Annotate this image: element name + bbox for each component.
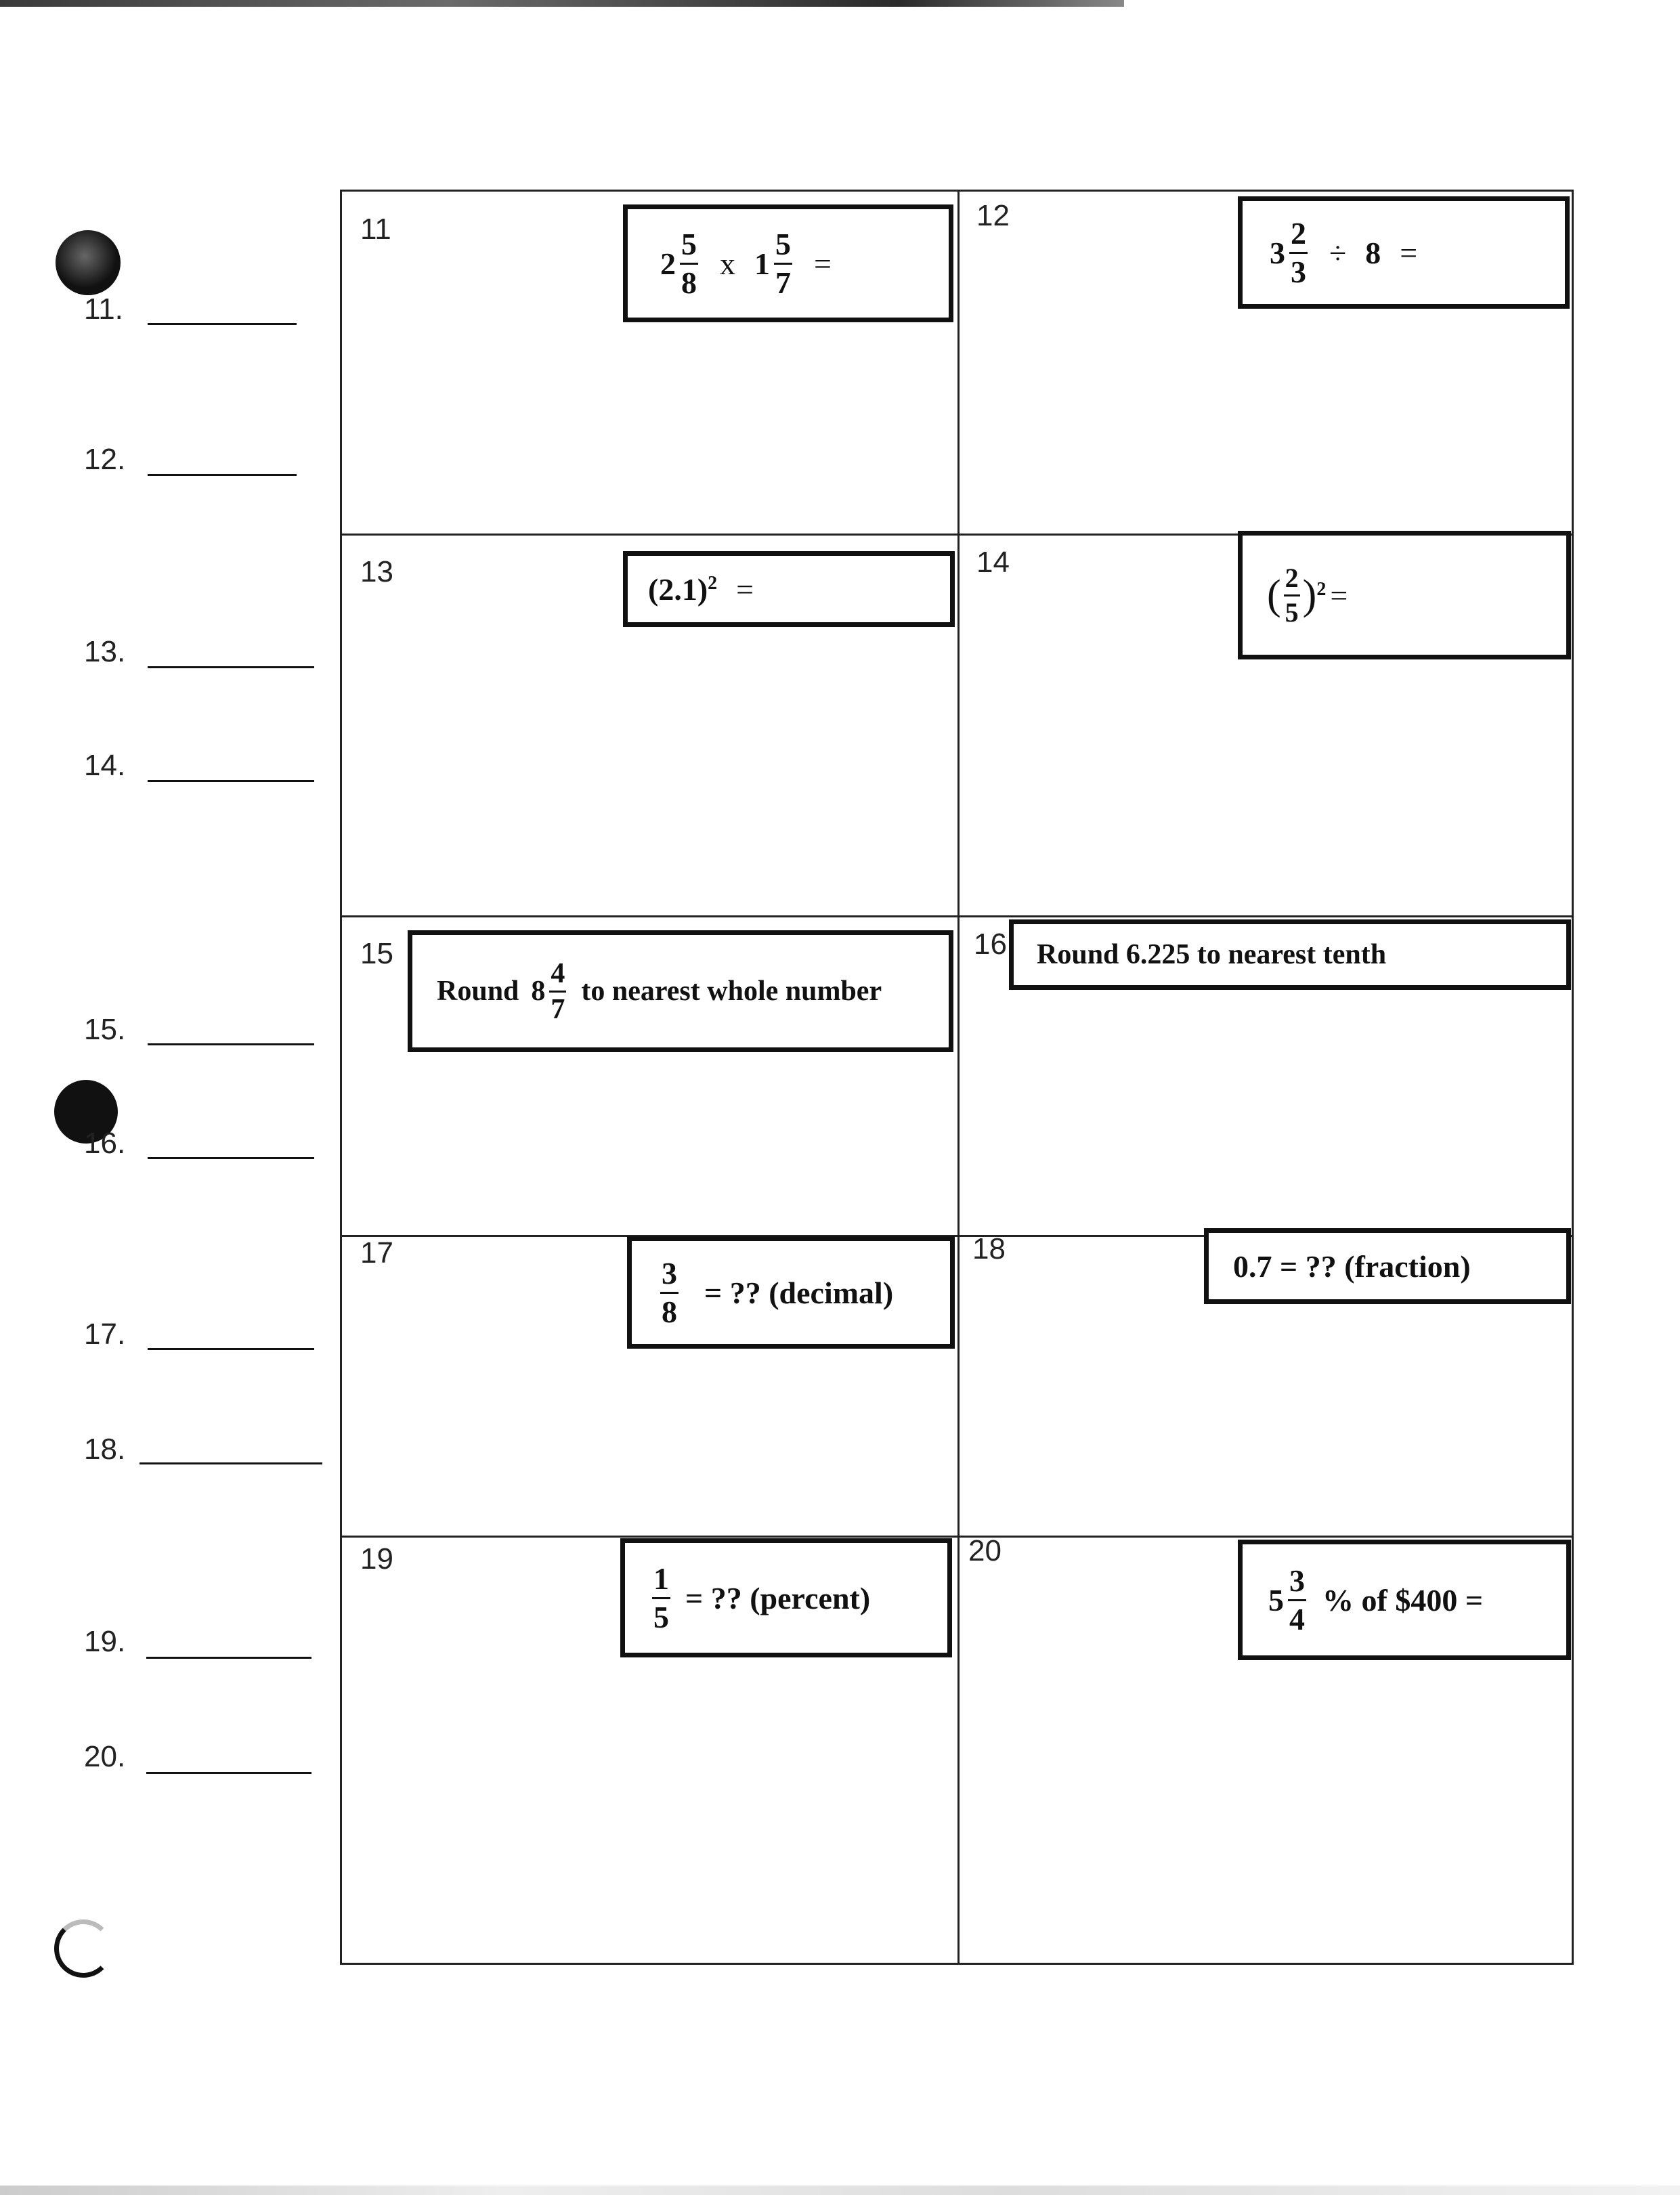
binder-hole-top	[56, 230, 121, 295]
answer-blank-13[interactable]	[148, 666, 314, 668]
problem-number-18: 18	[972, 1232, 1006, 1265]
problem-grid	[340, 190, 1574, 1965]
fraction-5-8: $\frac{5}{8}$	[681, 226, 697, 300]
problem-16-box: Round 6.225 to nearest tenth	[1009, 919, 1571, 990]
answer-blank-17[interactable]	[148, 1348, 314, 1350]
problem-18-box: 0.7 = ?? (fraction)	[1204, 1228, 1571, 1304]
fraction-4-7: $\frac{4}{7}$	[551, 957, 565, 1025]
answer-label-16: 16.	[84, 1127, 126, 1160]
problem-number-13: 13	[360, 555, 393, 588]
answer-blank-16[interactable]	[148, 1157, 314, 1159]
answer-label-17: 17.	[84, 1318, 126, 1351]
answer-blank-15[interactable]	[148, 1043, 314, 1045]
problem-number-12: 12	[976, 199, 1010, 232]
answer-label-20: 20.	[84, 1740, 126, 1773]
problem-11-box: 2 $\frac{5}{8}$ x 1 $\frac{5}{7}$ =	[623, 204, 953, 322]
problem-number-14: 14	[976, 546, 1010, 579]
answer-label-18: 18.	[84, 1433, 126, 1466]
answer-label-15: 15.	[84, 1013, 126, 1046]
problem-14-box: ( $\frac{2}{5}$ ) $^2$ =	[1238, 531, 1571, 659]
problem-12-box: 3 $\frac{2}{3}$ ÷ 8 =	[1238, 196, 1570, 309]
answer-label-11: 11.	[84, 292, 123, 326]
answer-blank-14[interactable]	[148, 780, 314, 782]
fraction-3-8: $\frac{3}{8}$	[662, 1255, 677, 1329]
answer-blank-12[interactable]	[148, 474, 297, 476]
problem-number-11: 11	[360, 213, 391, 246]
problem-number-19: 19	[360, 1542, 393, 1575]
answer-label-13: 13.	[84, 635, 126, 668]
problem-13-box: (2.1) $^2$ =	[623, 551, 955, 627]
fraction-2-3: $\frac{2}{3}$	[1291, 215, 1306, 289]
fraction-2-5: $\frac{2}{5}$	[1285, 562, 1299, 628]
grid-center-divider	[957, 190, 960, 1965]
problem-number-16: 16	[974, 928, 1007, 961]
scan-top-edge	[0, 0, 1124, 7]
answer-label-19: 19.	[84, 1625, 126, 1658]
answer-label-14: 14.	[84, 749, 126, 782]
fraction-1-5: $\frac{1}{5}$	[653, 1561, 669, 1634]
problem-20-box: 5 $\frac{3}{4}$ % of $400 =	[1238, 1540, 1571, 1660]
problem-19-box: $\frac{1}{5}$ = ?? (percent)	[620, 1538, 952, 1657]
problem-number-17: 17	[360, 1236, 393, 1269]
grid-row-divider-4	[340, 1536, 1574, 1538]
grid-border	[340, 190, 1574, 1965]
binder-hole-bottom	[54, 1919, 112, 1978]
answer-blank-11[interactable]	[148, 323, 297, 325]
answer-blank-20[interactable]	[146, 1772, 311, 1774]
scan-bottom-edge	[0, 2186, 1680, 2195]
problem-number-20: 20	[968, 1534, 1001, 1567]
problem-number-15: 15	[360, 937, 393, 970]
answer-blank-18[interactable]	[139, 1462, 322, 1464]
answer-label-12: 12.	[84, 443, 126, 476]
grid-row-divider-2	[340, 915, 1574, 917]
fraction-5-7: $\frac{5}{7}$	[775, 226, 791, 300]
problem-17-box: $\frac{3}{8}$ = ?? (decimal)	[627, 1236, 955, 1349]
fraction-3-4: $\frac{3}{4}$	[1289, 1563, 1305, 1636]
problem-15-box: Round 8 $\frac{4}{7}$ to nearest whole number	[408, 930, 953, 1052]
answer-blank-19[interactable]	[146, 1657, 311, 1659]
